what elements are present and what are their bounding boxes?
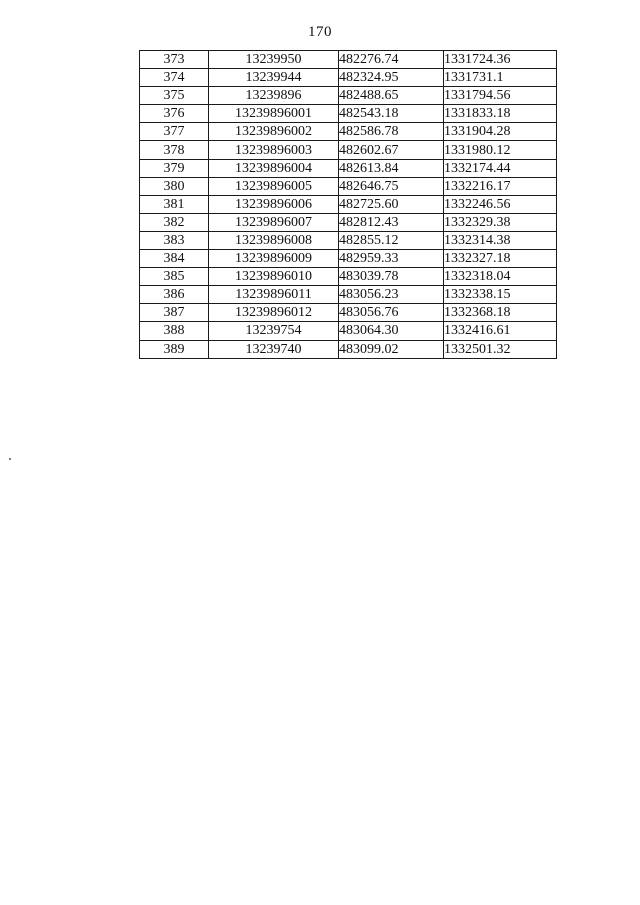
point-id-cell: 13239754 <box>209 322 339 340</box>
point-number-cell: 389 <box>140 340 209 358</box>
x-coordinate-cell: 482276.74 <box>339 51 444 69</box>
page-number: 170 <box>308 24 332 40</box>
x-coordinate-cell: 482613.84 <box>339 159 444 177</box>
y-coordinate-cell: 1331980.12 <box>444 141 557 159</box>
table-row <box>140 286 557 304</box>
point-number-cell: 381 <box>140 195 209 213</box>
table-row <box>140 177 557 195</box>
point-id-cell: 13239896005 <box>209 177 339 195</box>
table-row <box>140 105 557 123</box>
point-number-cell: 376 <box>140 105 209 123</box>
point-id-cell: 13239896008 <box>209 231 339 249</box>
x-coordinate-cell: 483056.23 <box>339 286 444 304</box>
table-row <box>140 69 557 87</box>
table-row <box>140 268 557 286</box>
x-coordinate-cell: 482855.12 <box>339 231 444 249</box>
y-coordinate-cell: 1332327.18 <box>444 250 557 268</box>
point-id-cell: 13239950 <box>209 51 339 69</box>
table-row <box>140 304 557 322</box>
x-coordinate-cell: 482812.43 <box>339 213 444 231</box>
x-coordinate-cell: 482324.95 <box>339 69 444 87</box>
point-number-cell: 384 <box>140 250 209 268</box>
point-number-cell: 382 <box>140 213 209 231</box>
x-coordinate-cell: 482602.67 <box>339 141 444 159</box>
x-coordinate-cell: 483099.02 <box>339 340 444 358</box>
y-coordinate-cell: 1332338.15 <box>444 286 557 304</box>
point-number-cell: 380 <box>140 177 209 195</box>
point-id-cell: 13239896 <box>209 87 339 105</box>
table-row <box>140 231 557 249</box>
y-coordinate-cell: 1332501.32 <box>444 340 557 358</box>
point-id-cell: 13239896011 <box>209 286 339 304</box>
y-coordinate-cell: 1331833.18 <box>444 105 557 123</box>
point-number-cell: 387 <box>140 304 209 322</box>
point-number-cell: 377 <box>140 123 209 141</box>
point-number-cell: 383 <box>140 231 209 249</box>
point-id-cell: 13239896012 <box>209 304 339 322</box>
y-coordinate-cell: 1331794.56 <box>444 87 557 105</box>
point-number-cell: 379 <box>140 159 209 177</box>
coordinates-table-body <box>140 51 557 359</box>
table-row <box>140 195 557 213</box>
y-coordinate-cell: 1332368.18 <box>444 304 557 322</box>
point-number-cell: 386 <box>140 286 209 304</box>
table-row <box>140 51 557 69</box>
table-row <box>140 87 557 105</box>
point-number-cell: 378 <box>140 141 209 159</box>
y-coordinate-cell: 1332329.38 <box>444 213 557 231</box>
x-coordinate-cell: 483064.30 <box>339 322 444 340</box>
point-id-cell: 13239944 <box>209 69 339 87</box>
point-id-cell: 13239896001 <box>209 105 339 123</box>
x-coordinate-cell: 482586.78 <box>339 123 444 141</box>
y-coordinate-cell: 1332216.17 <box>444 177 557 195</box>
point-id-cell: 13239896004 <box>209 159 339 177</box>
x-coordinate-cell: 482646.75 <box>339 177 444 195</box>
point-number-cell: 375 <box>140 87 209 105</box>
point-id-cell: 13239740 <box>209 340 339 358</box>
point-id-cell: 13239896009 <box>209 250 339 268</box>
point-id-cell: 13239896006 <box>209 195 339 213</box>
table-row <box>140 340 557 358</box>
x-coordinate-cell: 483039.78 <box>339 268 444 286</box>
x-coordinate-cell: 483056.76 <box>339 304 444 322</box>
point-id-cell: 13239896003 <box>209 141 339 159</box>
y-coordinate-cell: 1331724.36 <box>444 51 557 69</box>
point-id-cell: 13239896002 <box>209 123 339 141</box>
table-row <box>140 141 557 159</box>
point-number-cell: 374 <box>140 69 209 87</box>
y-coordinate-cell: 1331731.1 <box>444 69 557 87</box>
table-row <box>140 250 557 268</box>
x-coordinate-cell: 482543.18 <box>339 105 444 123</box>
x-coordinate-cell: 482488.65 <box>339 87 444 105</box>
point-number-cell: 388 <box>140 322 209 340</box>
scan-speck <box>9 458 11 460</box>
table-row <box>140 159 557 177</box>
table-row <box>140 322 557 340</box>
x-coordinate-cell: 482725.60 <box>339 195 444 213</box>
y-coordinate-cell: 1332318.04 <box>444 268 557 286</box>
y-coordinate-cell: 1332174.44 <box>444 159 557 177</box>
x-coordinate-cell: 482959.33 <box>339 250 444 268</box>
y-coordinate-cell: 1331904.28 <box>444 123 557 141</box>
y-coordinate-cell: 1332246.56 <box>444 195 557 213</box>
point-number-cell: 373 <box>140 51 209 69</box>
y-coordinate-cell: 1332416.61 <box>444 322 557 340</box>
y-coordinate-cell: 1332314.38 <box>444 231 557 249</box>
coordinates-table <box>139 50 557 359</box>
point-number-cell: 385 <box>140 268 209 286</box>
table-row <box>140 213 557 231</box>
point-id-cell: 13239896010 <box>209 268 339 286</box>
point-id-cell: 13239896007 <box>209 213 339 231</box>
table-row <box>140 123 557 141</box>
